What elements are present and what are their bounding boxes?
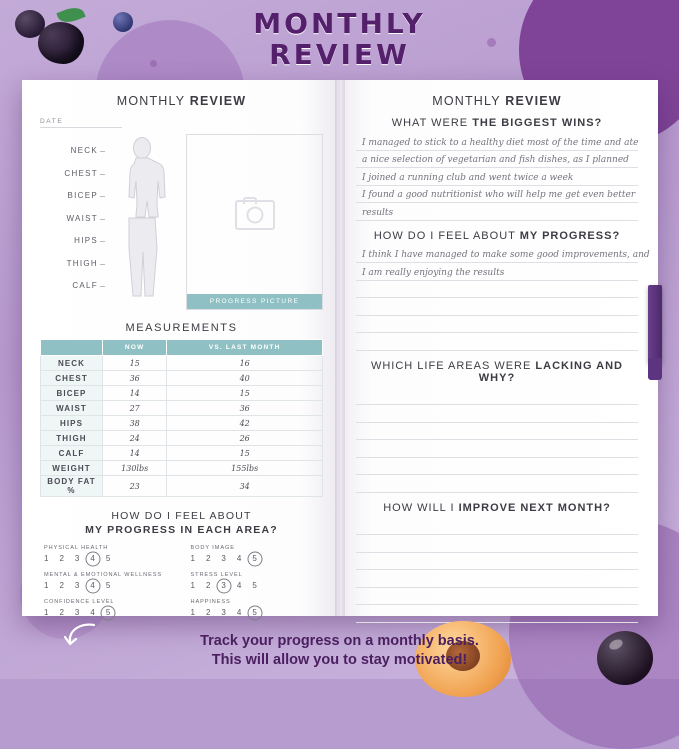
- rating-option[interactable]: 1: [190, 554, 195, 564]
- answer-line[interactable]: [356, 316, 638, 334]
- table-row: THIGH 24 26: [41, 431, 323, 446]
- poster-title: [0, 8, 679, 71]
- footer-callout: [0, 632, 679, 671]
- rating-option[interactable]: 1: [44, 581, 49, 591]
- answer-line[interactable]: [356, 440, 638, 458]
- progress-picture-caption: PROGRESS PICTURE: [187, 294, 322, 309]
- rating-physical-health[interactable]: [44, 545, 173, 563]
- th-blank: [41, 340, 103, 356]
- answer-text: I joined a running club and went twice a week: [362, 172, 574, 183]
- table-row: CALF 14 15: [41, 446, 323, 461]
- right-header-bold: REVIEW: [505, 94, 562, 108]
- body-measure-labels: [40, 134, 98, 312]
- answer-text: I am really enjoying the results: [362, 267, 505, 278]
- body-figure-illustration: [106, 134, 178, 312]
- notebook-spread: [22, 80, 658, 616]
- rating-option-selected[interactable]: 4: [90, 581, 95, 591]
- answer-text: I think I have managed to make some good improvements, and: [362, 250, 650, 260]
- footer-line-1: Track your progress on a monthly basis.: [200, 632, 479, 649]
- rating-mental-emotional-wellness[interactable]: [44, 572, 173, 590]
- answer-text: a nice selection of vegetarian and fish dishes, as I planned: [362, 155, 629, 165]
- answer-line[interactable]: [356, 570, 638, 588]
- question-prefix: WHICH LIFE AREAS WERE: [370, 359, 536, 372]
- table-header-row: [41, 340, 323, 356]
- date-input-line[interactable]: [40, 127, 122, 128]
- rating-option[interactable]: 3: [74, 581, 80, 591]
- table-row: BODY FAT % 23 34: [41, 476, 323, 497]
- question-biggest-wins: [356, 117, 638, 129]
- rating-option[interactable]: 1: [44, 608, 49, 618]
- rating-option[interactable]: 3: [74, 608, 80, 618]
- rating-option[interactable]: 1: [190, 581, 195, 591]
- body-label-neck: NECK: [40, 146, 98, 155]
- answer-line[interactable]: [356, 475, 638, 493]
- th-last-month: VS. LAST MONTH: [167, 340, 323, 356]
- answer-line[interactable]: [356, 423, 638, 441]
- right-header-light: MONTHLY: [432, 94, 501, 108]
- rating-label: STRESS LEVEL: [190, 572, 243, 579]
- rating-option-selected[interactable]: 5: [105, 608, 111, 618]
- rating-option[interactable]: 3: [221, 608, 226, 618]
- rating-option-selected[interactable]: 5: [252, 608, 257, 618]
- left-header-light: MONTHLY: [116, 94, 186, 108]
- question-feel-about-progress: [356, 230, 638, 242]
- rating-label: PHYSICAL HEALTH: [44, 545, 109, 552]
- table-row: CHEST 36 40: [41, 371, 323, 386]
- answer-line[interactable]: [356, 388, 638, 406]
- elastic-band: [648, 285, 662, 363]
- answer-line[interactable]: [356, 151, 638, 169]
- table-row: HIPS 38 42: [41, 416, 323, 431]
- rating-option[interactable]: 2: [59, 581, 64, 591]
- question-prefix: WHAT WERE: [391, 117, 473, 129]
- rating-scales: [40, 545, 323, 626]
- table-row: NECK 15 16: [41, 356, 323, 371]
- notebook-left-page: [22, 80, 340, 616]
- answer-line[interactable]: [356, 333, 638, 351]
- answer-text: I managed to stick to a healthy diet most of the time and ate: [362, 137, 639, 148]
- footer-line-2: This will allow you to stay motivated!: [211, 652, 468, 669]
- answer-lines-biggest-wins[interactable]: [356, 133, 638, 221]
- rating-option-selected[interactable]: 5: [252, 554, 257, 564]
- measurements-table: [40, 339, 323, 497]
- rating-label: HAPPINESS: [190, 599, 231, 606]
- notebook-spine: [335, 80, 345, 616]
- question-emphasis: MY PROGRESS?: [519, 229, 621, 242]
- rating-option[interactable]: 2: [205, 608, 211, 618]
- rating-option[interactable]: 1: [44, 554, 49, 564]
- answer-line[interactable]: [356, 588, 638, 606]
- question-prefix: HOW DO I FEEL ABOUT: [373, 229, 520, 242]
- rating-option[interactable]: 5: [105, 581, 111, 591]
- feel-title-line2: MY PROGRESS IN EACH AREA?: [85, 524, 278, 537]
- answer-line[interactable]: [356, 133, 638, 151]
- rating-option[interactable]: 4: [236, 608, 242, 618]
- measurements-title: MEASUREMENTS: [125, 322, 238, 334]
- rating-option-selected[interactable]: 4: [90, 554, 95, 564]
- rating-option[interactable]: 5: [252, 581, 257, 591]
- answer-line[interactable]: [356, 281, 638, 299]
- answer-line[interactable]: [356, 298, 638, 316]
- left-header-bold: REVIEW: [189, 94, 247, 108]
- rating-label: CONFIDENCE LEVEL: [44, 599, 115, 606]
- notebook-right-page: [340, 80, 658, 616]
- answer-line[interactable]: [356, 405, 638, 423]
- rating-option[interactable]: 3: [221, 554, 226, 564]
- table-row: WAIST 27 36: [41, 401, 323, 416]
- rating-body-image[interactable]: [191, 545, 320, 563]
- body-label-thigh: THIGH: [40, 259, 98, 268]
- answer-line[interactable]: [356, 535, 638, 553]
- answer-line[interactable]: [356, 605, 638, 623]
- th-now: NOW: [103, 340, 167, 356]
- feel-section-title: [40, 509, 323, 537]
- answer-lines-feel-about-progress[interactable]: [356, 246, 650, 351]
- body-label-calf: CALF: [40, 281, 98, 290]
- answer-line[interactable]: [356, 168, 638, 186]
- rating-option[interactable]: 4: [236, 581, 242, 591]
- blackberry-icon: [38, 22, 84, 64]
- question-emphasis: THE BIGGEST WINS?: [472, 117, 603, 129]
- table-row: WEIGHT 130lbs 155lbs: [41, 461, 323, 476]
- poster-title-line2: REVIEW: [269, 38, 410, 72]
- rating-option[interactable]: 1: [190, 608, 195, 618]
- answer-line[interactable]: [356, 553, 638, 571]
- rating-option[interactable]: 4: [90, 608, 95, 618]
- rating-option[interactable]: 2: [59, 554, 64, 564]
- answer-line[interactable]: [356, 203, 638, 221]
- rating-happiness[interactable]: [191, 599, 320, 617]
- progress-picture-box[interactable]: [186, 134, 323, 310]
- question-prefix: HOW WILL I: [383, 501, 459, 514]
- question-improve-next-month: [356, 502, 638, 514]
- rating-option[interactable]: 3: [74, 554, 80, 564]
- rating-label: BODY IMAGE: [190, 545, 235, 552]
- rating-option-selected[interactable]: 3: [221, 581, 226, 591]
- body-label-chest: CHEST: [40, 169, 98, 178]
- table-row: BICEP 14 15: [41, 386, 323, 401]
- body-label-waist: WAIST: [40, 214, 98, 223]
- left-page-header: [40, 94, 323, 108]
- body-label-hips: HIPS: [40, 236, 98, 245]
- rating-stress-level[interactable]: [191, 572, 320, 590]
- answer-lines-life-areas-lacking[interactable]: [356, 388, 638, 493]
- answer-text: results: [362, 207, 394, 218]
- question-life-areas-lacking: [356, 360, 638, 384]
- right-page-header: [356, 94, 638, 108]
- body-label-bicep: BICEP: [40, 191, 98, 200]
- elastic-band-tail: [648, 358, 662, 380]
- rating-option[interactable]: 2: [59, 608, 64, 618]
- answer-line[interactable]: [356, 186, 638, 204]
- answer-line[interactable]: [356, 518, 638, 536]
- poster-title-line1: MONTHLY: [253, 7, 426, 40]
- answer-text: I found a good nutritionist who will help me get even better: [362, 190, 636, 200]
- date-label: DATE: [40, 118, 64, 125]
- answer-line[interactable]: [356, 246, 650, 264]
- blueberry-icon: [113, 12, 133, 32]
- rating-option[interactable]: 2: [205, 581, 211, 591]
- rating-label: MENTAL & EMOTIONAL WELLNESS: [44, 572, 162, 579]
- answer-line[interactable]: [356, 263, 638, 281]
- rating-confidence-level[interactable]: [44, 599, 173, 617]
- answer-line[interactable]: [356, 458, 638, 476]
- question-emphasis: LACKING AND WHY?: [478, 359, 623, 384]
- camera-icon: [235, 200, 275, 230]
- rating-option[interactable]: 2: [205, 554, 211, 564]
- feel-title-line1: HOW DO I FEEL ABOUT: [111, 510, 252, 522]
- rating-option[interactable]: 5: [105, 554, 111, 564]
- question-emphasis: IMPROVE NEXT MONTH?: [458, 501, 611, 514]
- rating-option[interactable]: 4: [236, 554, 242, 564]
- answer-lines-improve-next-month[interactable]: [356, 518, 638, 623]
